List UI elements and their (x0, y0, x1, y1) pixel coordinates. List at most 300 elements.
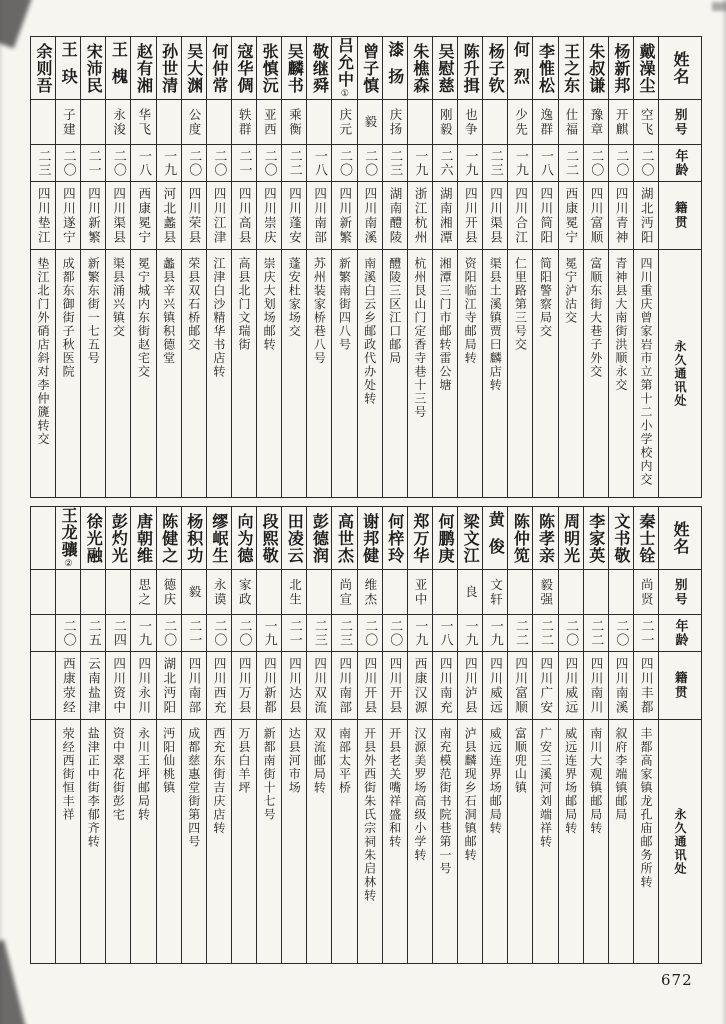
person-address: 新繁东街一七五号 (86, 257, 101, 365)
person-alias: 永谟 (212, 577, 228, 607)
person-origin: 四川高县 (237, 187, 253, 245)
person-alias-cell (358, 99, 382, 144)
person-alias-cell (433, 99, 457, 144)
person-column (634, 507, 659, 963)
person-address: 西充东街吉庆店转 (211, 727, 226, 835)
person-name: 戴澡尘 (636, 42, 656, 94)
person-column (559, 507, 584, 963)
header-name-label: 姓名 (671, 51, 690, 85)
person-age: 二〇 (211, 149, 227, 177)
person-age: 二五 (85, 619, 101, 647)
person-name: 曾子慎 (360, 42, 380, 94)
person-address: 万县白羊坪 (236, 727, 251, 795)
person-origin-cell (232, 651, 256, 719)
header-alias-label: 别号 (673, 107, 689, 137)
person-age: 一八 (437, 619, 453, 647)
person-name-cell (559, 37, 583, 99)
person-alias-cell (307, 99, 331, 144)
person-origin-cell (157, 651, 181, 719)
person-column (31, 37, 56, 497)
person-age-cell (81, 614, 105, 651)
person-column (358, 507, 383, 963)
person-column (332, 507, 357, 963)
person-address: 蓬安杜家场交 (287, 257, 302, 338)
person-name: 吴慰慈 (435, 42, 455, 94)
person-address-cell (307, 249, 331, 497)
person-column (81, 37, 106, 497)
person-name: 缪岷生 (209, 512, 229, 564)
person-name: 郑万华 (410, 512, 430, 564)
page-number: 672 (661, 971, 693, 989)
person-name-cell (31, 507, 55, 569)
person-address-cell (56, 249, 80, 497)
person-name-cell (584, 507, 608, 569)
person-address: 渠县土溪镇贾曰麟店转 (488, 257, 503, 392)
person-address: 垫江北门外硝店斜对李仲篪转交 (35, 257, 50, 446)
person-alias: 空飞 (639, 107, 655, 137)
person-address: 达县河市场 (287, 727, 302, 795)
person-alias-cell (634, 99, 658, 144)
person-age-cell (584, 144, 608, 181)
person-age-cell (232, 144, 256, 181)
person-name-cell (483, 507, 507, 569)
scan-corner-artifact (0, 0, 32, 49)
header-address-cell (659, 719, 701, 963)
person-name: 何鹏庚 (435, 512, 455, 564)
person-alias: 庆扬 (387, 107, 403, 137)
person-address-cell (282, 249, 306, 497)
person-alias-cell (257, 569, 281, 614)
person-origin: 四川南溪 (362, 187, 378, 245)
header-age-label: 年龄 (672, 149, 688, 177)
person-name-cell (31, 37, 55, 99)
person-address: 南部太平桥 (337, 727, 352, 795)
scan-edge-artifact (721, 0, 726, 1024)
person-address-cell (609, 249, 633, 497)
person-age: 二四 (110, 619, 126, 647)
person-age: 二二 (512, 619, 528, 647)
person-address-cell (559, 249, 583, 497)
person-origin: 四川渠县 (488, 187, 504, 245)
person-address: 蠡县辛兴镇积德堂 (161, 257, 176, 365)
person-column (458, 507, 483, 963)
person-name-cell (408, 507, 432, 569)
person-address-cell (609, 719, 633, 963)
person-origin: 四川垫江 (36, 187, 52, 245)
person-column (182, 37, 207, 497)
person-alias: 家政 (237, 577, 253, 607)
person-age: 一九 (261, 619, 277, 647)
person-age-cell (257, 614, 281, 651)
person-address-cell (81, 719, 105, 963)
person-alias-cell (408, 569, 432, 614)
person-name: 王之东 (561, 42, 581, 94)
person-age-cell (584, 614, 608, 651)
person-alias-cell (458, 569, 482, 614)
person-age: 一九 (462, 149, 478, 177)
person-origin-cell (609, 181, 633, 249)
person-origin: 四川蓬安 (287, 187, 303, 245)
person-origin-cell (207, 181, 231, 249)
footnote-marker: ② (63, 559, 74, 569)
person-name: 朱叔谦 (586, 42, 606, 94)
person-name-cell (207, 37, 231, 99)
person-column (157, 37, 182, 497)
person-address: 富顺兜山镇 (513, 727, 528, 795)
person-age: 二〇 (60, 149, 76, 177)
person-name-cell (307, 37, 331, 99)
person-name-cell (609, 507, 633, 569)
person-age: 二〇 (60, 619, 76, 647)
person-origin: 四川新繁 (337, 187, 353, 245)
person-origin: 四川资中 (111, 657, 127, 715)
person-alias-cell (182, 569, 206, 614)
person-address: 简阳警察局交 (538, 257, 553, 338)
person-origin-cell (182, 181, 206, 249)
person-alias-cell (207, 99, 231, 144)
scan-corner-artifact (712, 2, 726, 11)
person-address: 富顺东街大巷子外交 (588, 257, 603, 379)
person-alias-cell (81, 99, 105, 144)
person-origin-cell (56, 181, 80, 249)
person-alias: 北生 (287, 577, 303, 607)
person-address: 江津白沙精华书店转 (211, 257, 226, 379)
person-address: 冕宁泸沽交 (563, 257, 578, 325)
person-address-cell (383, 249, 407, 497)
person-address-cell (182, 249, 206, 497)
person-name: 何梓玲 (385, 512, 405, 564)
person-alias: 思之 (136, 577, 152, 607)
person-address: 仁里路第三号交 (513, 257, 528, 352)
person-age-cell (56, 144, 80, 181)
person-origin: 四川荣县 (186, 187, 202, 245)
person-alias: 文轩 (488, 577, 504, 607)
person-name-cell (533, 37, 557, 99)
person-alias-cell (332, 569, 356, 614)
person-column (56, 507, 81, 963)
person-alias-cell (131, 569, 155, 614)
person-address: 叙府李端镇邮局 (613, 727, 628, 822)
person-alias: 亚中 (413, 577, 429, 607)
person-alias-cell (634, 569, 658, 614)
person-column (458, 37, 483, 497)
person-origin-cell (332, 651, 356, 719)
person-name-cell (383, 37, 407, 99)
person-alias-cell (458, 99, 482, 144)
person-address-cell (559, 719, 583, 963)
person-address-cell (433, 249, 457, 497)
person-age: 二〇 (261, 149, 277, 177)
person-alias: 刚毅 (438, 107, 454, 137)
person-age: 二〇 (563, 619, 579, 647)
empty-column (31, 507, 56, 963)
person-age: 二一 (638, 619, 654, 647)
person-column (559, 37, 584, 497)
person-origin-cell (508, 181, 532, 249)
person-age: 一九 (161, 149, 177, 177)
person-age: 二三 (487, 149, 503, 177)
person-origin: 四川开县 (463, 187, 479, 245)
person-address: 青神县大南街洪顺永交 (613, 257, 628, 392)
person-origin-cell (81, 651, 105, 719)
person-column (584, 37, 609, 497)
person-age-cell (358, 144, 382, 181)
person-name-cell (282, 507, 306, 569)
person-address: 开县外西街朱氏宗祠朱启林转 (362, 727, 377, 903)
person-origin-cell (31, 181, 55, 249)
person-column (433, 37, 458, 497)
person-origin: 湖北沔阳 (639, 187, 655, 245)
person-alias: 豫章 (588, 107, 604, 137)
person-origin: 西康荥经 (61, 657, 77, 715)
person-origin-cell (182, 651, 206, 719)
header-address-label: 永久通讯处 (673, 807, 687, 876)
person-origin: 四川新繁 (86, 187, 102, 245)
person-name-cell (559, 507, 583, 569)
header-address-label: 永久通讯处 (673, 339, 687, 408)
person-name: 何仲常 (209, 42, 229, 94)
person-address: 资中翠花街彭宅 (111, 727, 126, 822)
person-age-cell (257, 144, 281, 181)
person-age: 二〇 (588, 149, 604, 177)
person-name: 王玦 (59, 41, 79, 95)
person-column (282, 507, 307, 963)
person-address: 南溪白云乡邮政代办处转 (362, 257, 377, 406)
person-alias-cell (508, 99, 532, 144)
person-origin-cell (634, 651, 658, 719)
person-name: 陈健之 (159, 512, 179, 564)
person-address-cell (207, 719, 231, 963)
person-address-cell (81, 249, 105, 497)
person-column (106, 37, 131, 497)
person-address-cell (332, 249, 356, 497)
person-column (584, 507, 609, 963)
person-address-cell (282, 719, 306, 963)
person-name: 彭德润 (310, 512, 330, 564)
person-origin-cell (282, 651, 306, 719)
person-name: 梁文江 (461, 512, 481, 564)
header-address-cell (659, 249, 701, 497)
person-alias-cell (207, 569, 231, 614)
person-address-cell (458, 719, 482, 963)
person-column (332, 37, 357, 497)
person-address: 渠县涌兴镇交 (111, 257, 126, 338)
person-name-cell (458, 37, 482, 99)
person-column (383, 507, 408, 963)
person-address-cell (31, 719, 55, 963)
person-age: 二〇 (387, 619, 403, 647)
person-address-cell (383, 719, 407, 963)
person-alias: 也争 (463, 107, 479, 137)
person-alias-cell (508, 569, 532, 614)
person-name: 田凌云 (285, 512, 305, 564)
person-age: 二〇 (211, 619, 227, 647)
person-alias-cell (282, 569, 306, 614)
person-name-cell (408, 37, 432, 99)
person-alias: 轶群 (237, 107, 253, 137)
person-name: 杨新邦 (611, 42, 631, 94)
row-header-column (659, 507, 701, 963)
person-address-cell (31, 249, 55, 497)
person-age-cell (207, 144, 231, 181)
person-origin: 四川富顺 (513, 657, 529, 715)
person-name: 向为德 (234, 512, 254, 564)
person-alias-cell (383, 569, 407, 614)
person-origin: 西康汉源 (413, 657, 429, 715)
person-origin-cell (533, 651, 557, 719)
person-alias: 永浚 (111, 107, 127, 137)
person-origin: 湖南醴陵 (387, 187, 403, 245)
header-alias-cell (659, 569, 701, 614)
person-age: 二〇 (613, 149, 629, 177)
person-column (508, 507, 533, 963)
person-origin: 四川崇庆 (262, 187, 278, 245)
person-origin: 浙江杭州 (413, 187, 429, 245)
person-name: 敬继舜 (310, 42, 330, 94)
person-origin: 四川南部 (312, 187, 328, 245)
person-age-cell (508, 144, 532, 181)
person-address-cell (458, 249, 482, 497)
person-origin-cell (533, 181, 557, 249)
person-column (609, 507, 634, 963)
person-alias: 庆元 (337, 107, 353, 137)
person-name: 赵有湘 (134, 42, 154, 94)
person-alias: 开麒 (614, 107, 630, 137)
person-name: 周明光 (561, 512, 581, 564)
person-origin-cell (81, 181, 105, 249)
person-age-cell (131, 144, 155, 181)
person-address-cell (257, 719, 281, 963)
person-age-cell (81, 144, 105, 181)
person-name-cell (609, 37, 633, 99)
person-address: 丰都高家镇龙孔庙邮务所转 (638, 727, 653, 889)
person-address-cell (131, 719, 155, 963)
person-age: 二〇 (336, 149, 352, 177)
person-column (257, 37, 282, 497)
person-origin: 四川丰都 (639, 657, 655, 715)
person-origin-cell (157, 181, 181, 249)
person-age: 二一 (286, 619, 302, 647)
person-age: 二三 (336, 619, 352, 647)
person-address-cell (584, 719, 608, 963)
person-origin: 四川简阳 (538, 187, 554, 245)
person-name-cell (232, 37, 256, 99)
person-age-cell (483, 144, 507, 181)
person-alias-cell (533, 99, 557, 144)
person-age: 二〇 (362, 149, 378, 177)
person-address: 冕宁城内东街赵宅交 (136, 257, 151, 379)
person-name: 陈升揖 (461, 42, 481, 94)
person-origin: 四川永川 (136, 657, 152, 715)
person-origin-cell (332, 181, 356, 249)
person-alias-cell (307, 569, 331, 614)
person-age: 二〇 (236, 619, 252, 647)
person-column (408, 507, 433, 963)
person-address: 四川重庆曾家岩市立第十二小学校内交 (638, 257, 653, 487)
person-name-cell (332, 37, 356, 99)
person-name: 陈孝亲 (536, 512, 556, 564)
person-origin-cell (358, 651, 382, 719)
person-name-cell (106, 37, 130, 99)
person-age-cell (106, 614, 130, 651)
person-age: 一九 (135, 619, 151, 647)
person-origin: 西康冕宁 (563, 187, 579, 245)
person-age-cell (634, 144, 658, 181)
person-address-cell (106, 719, 130, 963)
person-name: 杨子钦 (486, 42, 506, 94)
person-origin-cell (131, 651, 155, 719)
person-origin-cell (634, 181, 658, 249)
header-name-cell (659, 37, 701, 99)
person-alias: 维杰 (362, 577, 378, 607)
person-origin: 河北蠡县 (161, 187, 177, 245)
person-address: 汉源美罗场高级小学转 (412, 727, 427, 862)
person-alias-cell (559, 569, 583, 614)
person-age: 一八 (537, 149, 553, 177)
person-age-cell (106, 144, 130, 181)
footnote-marker: ① (339, 89, 350, 99)
person-age-cell (533, 614, 557, 651)
person-name: 宋沛民 (84, 42, 104, 94)
person-alias-cell (433, 569, 457, 614)
person-address: 湘潭三门市邮转雷公塘 (437, 257, 452, 392)
person-address: 荣县双石桥邮交 (186, 257, 201, 352)
person-name: 漆扬 (385, 41, 405, 95)
person-name-cell (483, 37, 507, 99)
directory-table-top (30, 36, 702, 498)
person-age-cell (383, 614, 407, 651)
person-age: 二二 (563, 149, 579, 177)
person-column (56, 37, 81, 497)
person-age: 一九 (412, 149, 428, 177)
person-name-cell (207, 507, 231, 569)
person-age-cell (332, 144, 356, 181)
header-age-cell (659, 614, 701, 651)
person-address-cell (433, 719, 457, 963)
person-column (408, 37, 433, 497)
person-name-cell (307, 507, 331, 569)
person-age-cell (131, 614, 155, 651)
person-column (182, 507, 207, 963)
person-age: 二〇 (186, 149, 202, 177)
person-address: 永川王坪邮局转 (136, 727, 151, 822)
person-alias: 仕福 (563, 107, 579, 137)
person-address-cell (232, 249, 256, 497)
person-address: 南川大观镇邮局转 (588, 727, 603, 835)
person-age: 二〇 (161, 619, 177, 647)
person-address: 南充模范街书院巷第一号 (437, 727, 452, 876)
person-origin-cell (207, 651, 231, 719)
person-name-cell (282, 37, 306, 99)
person-age: 二〇 (613, 619, 629, 647)
person-address-cell (131, 249, 155, 497)
person-alias-cell (56, 99, 80, 144)
person-origin-cell (433, 651, 457, 719)
person-origin: 湖南湘潭 (438, 187, 454, 245)
person-age-cell (508, 614, 532, 651)
person-origin-cell (31, 651, 55, 719)
person-origin-cell (307, 651, 331, 719)
person-age: 二〇 (638, 149, 654, 177)
person-address-cell (56, 719, 80, 963)
person-age-cell (332, 614, 356, 651)
person-name-cell (358, 37, 382, 99)
person-origin: 四川南溪 (614, 657, 630, 715)
person-origin-cell (408, 181, 432, 249)
person-address: 荥经西街恒丰祥 (61, 727, 76, 822)
person-name-cell (56, 37, 80, 99)
person-column (609, 37, 634, 497)
